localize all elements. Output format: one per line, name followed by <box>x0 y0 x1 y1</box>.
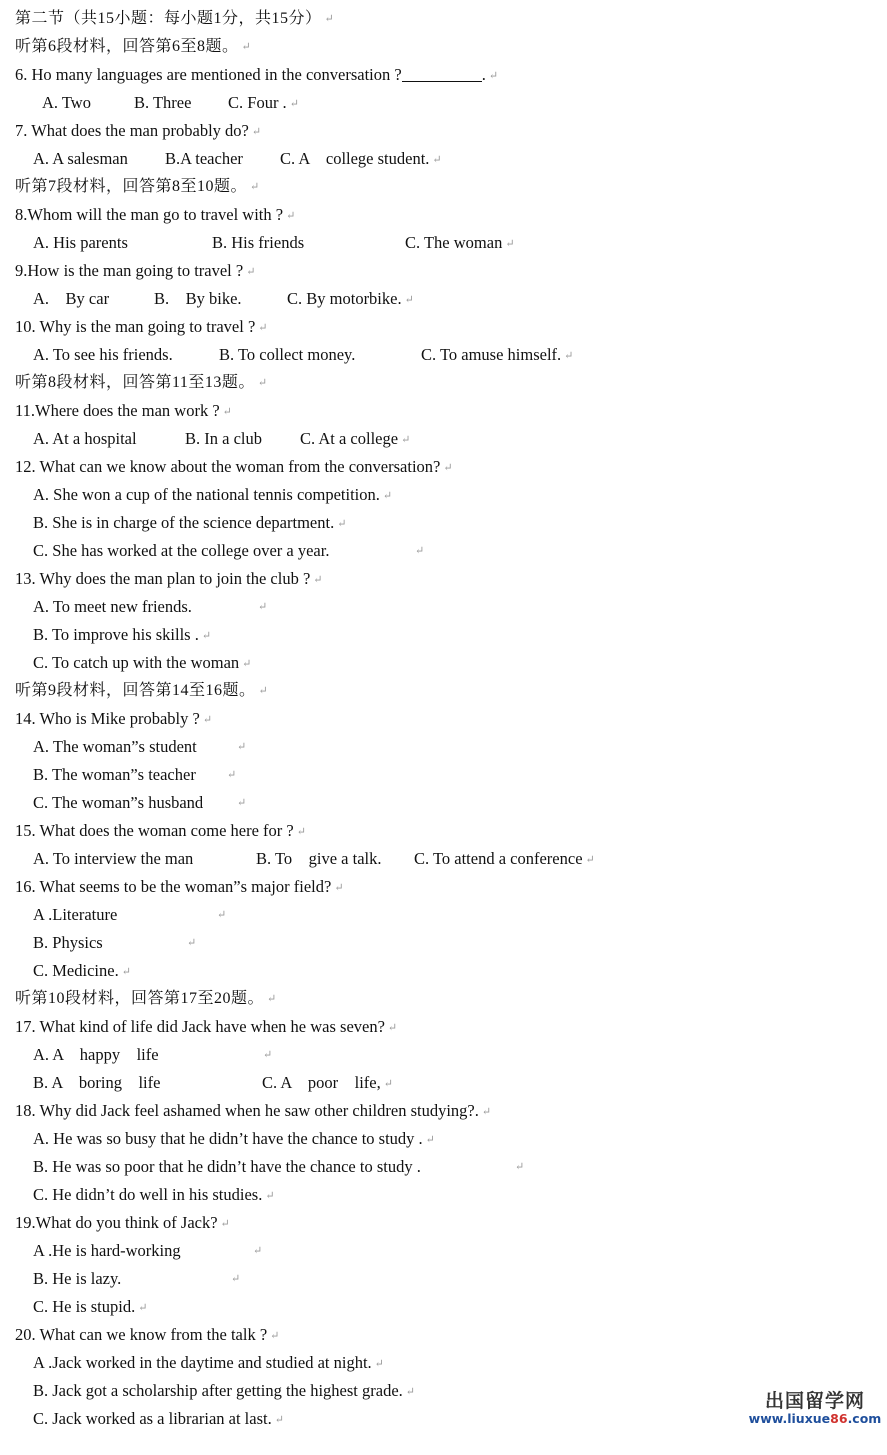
option-18c: C. He didn’t do well in his studies. ↵ <box>33 1185 275 1204</box>
question-text: What can we know from the talk ? <box>39 1325 268 1344</box>
option-a: A. At a hospital <box>33 429 137 448</box>
option-20c: C. Jack worked as a librarian at last. ↵ <box>33 1409 284 1428</box>
option-19a: A .He is hard-working ↵ <box>0 1239 8 1263</box>
paragraph-mark-icon: ↵ <box>263 1049 273 1061</box>
instruction-text: 听第8段材料，回答第11至13题。 <box>15 374 255 391</box>
paragraph-mark-icon: ↵ <box>564 350 574 362</box>
paragraph-mark-icon: ↵ <box>220 1218 230 1230</box>
paragraph-mark-icon: ↵ <box>242 658 252 670</box>
option-a: A. Two <box>42 93 91 112</box>
paragraph-mark-icon: ↵ <box>286 210 296 222</box>
question-text: Whom will the man go to travel with ? <box>27 205 284 224</box>
paragraph-mark-icon: ↵ <box>231 1273 241 1285</box>
watermark-logo <box>745 1390 885 1426</box>
paragraph-mark-icon: ↵ <box>334 882 344 894</box>
paragraph-mark-icon: ↵ <box>382 490 393 502</box>
group-instruction <box>0 371 268 395</box>
paragraph-mark-icon: ↵ <box>265 1190 275 1202</box>
option-b: B. To collect money. <box>219 345 356 364</box>
question-text: What does the woman come here for ? <box>39 821 294 840</box>
question-16: 16. What seems to be the woman”s major field? ↵ <box>15 877 344 896</box>
option-13b: B. To improve his skills . ↵ <box>33 625 212 644</box>
paragraph-mark-icon: ↵ <box>227 769 237 781</box>
paragraph-mark-icon: ↵ <box>246 266 256 278</box>
paragraph-mark-icon: ↵ <box>488 70 499 82</box>
options-11 <box>0 427 411 451</box>
option-16c: C. Medicine. ↵ <box>33 961 131 980</box>
option-20b: B. Jack got a scholarship after getting the highest grade. ↵ <box>33 1381 415 1400</box>
option-12a: A. She won a cup of the national tennis competition. ↵ <box>33 485 393 504</box>
question-7: 7. What does the man probably do? ↵ <box>15 121 262 140</box>
question-text: What can we know about the woman from the conversation? <box>39 457 441 476</box>
paragraph-mark-icon: ↵ <box>296 826 306 838</box>
question-text: What do you think of Jack? <box>35 1213 218 1232</box>
paragraph-mark-icon: ↵ <box>121 966 131 978</box>
option-a: A. By car <box>33 289 110 308</box>
section-header-text: 第二节（共15小题：每小题1分，共15分） <box>15 10 322 27</box>
instruction-text: 听第6段材料，回答第6至8题。 <box>15 38 239 55</box>
question-text: Ho many languages are mentioned in the conversation ? <box>31 65 402 84</box>
option-a: A. To see his friends. <box>33 345 173 364</box>
watermark-title: 出国留学网 <box>764 1390 865 1412</box>
options-7 <box>0 147 442 171</box>
options-8 <box>0 231 515 255</box>
paragraph-mark-icon: ↵ <box>251 126 262 138</box>
paragraph-mark-icon: ↵ <box>222 406 232 418</box>
option-19c: C. He is stupid. ↵ <box>33 1297 148 1316</box>
paragraph-mark-icon: ↵ <box>257 377 268 389</box>
option-b: B. In a club <box>185 429 262 448</box>
paragraph-mark-icon: ↵ <box>217 909 227 921</box>
paragraph-mark-icon: ↵ <box>387 1022 398 1034</box>
paragraph-mark-icon: ↵ <box>505 238 515 250</box>
paragraph-mark-icon: ↵ <box>481 1106 492 1118</box>
option-20a: A .Jack worked in the daytime and studied at night. ↵ <box>33 1353 384 1372</box>
paragraph-mark-icon: ↵ <box>432 154 442 166</box>
option-c: C. Four . ↵ <box>228 93 299 112</box>
question-18: 18. Why did Jack feel ashamed when he saw other children studying?. ↵ <box>15 1101 492 1120</box>
option-a: A. His parents <box>33 233 128 252</box>
paragraph-mark-icon: ↵ <box>425 1134 435 1146</box>
question-text: Where does the man work ? <box>35 401 220 420</box>
paragraph-mark-icon: ↵ <box>237 741 247 753</box>
question-text: Why does the man plan to join the club ? <box>39 569 311 588</box>
option-17a: A. A happy life ↵ <box>0 1043 8 1067</box>
option-19b: B. He is lazy. ↵ <box>0 1267 8 1291</box>
options-10 <box>0 343 574 367</box>
option-b: B. Three <box>134 93 192 112</box>
paragraph-mark-icon: ↵ <box>267 993 277 1005</box>
option-a: A. To interview the man <box>33 849 194 868</box>
paragraph-mark-icon: ↵ <box>274 1414 284 1426</box>
question-number: 6. <box>15 65 28 84</box>
paragraph-mark-icon: ↵ <box>405 1386 415 1398</box>
question-15: 15. What does the woman come here for ? ↵ <box>15 821 306 840</box>
paragraph-mark-icon: ↵ <box>289 98 299 110</box>
options-17bc <box>0 1071 393 1095</box>
question-9: 9.How is the man going to travel ? ↵ <box>15 261 256 280</box>
question-12: 12. What can we know about the woman from the conversation? ↵ <box>15 457 453 476</box>
option-c: C. To amuse himself. ↵ <box>421 345 574 364</box>
instruction-text: 听第9段材料，回答第14至16题。 <box>15 682 256 699</box>
question-text: Why did Jack feel ashamed when he saw other children studying?. <box>39 1101 479 1120</box>
paragraph-mark-icon: ↵ <box>401 434 411 446</box>
paragraph-mark-icon: ↵ <box>202 714 213 726</box>
paragraph-mark-icon: ↵ <box>258 601 268 613</box>
paragraph-mark-icon: ↵ <box>237 797 247 809</box>
option-c: C. A poor life, ↵ <box>262 1073 393 1092</box>
option-c: C. To attend a conference ↵ <box>414 849 595 868</box>
instruction-text: 听第10段材料，回答第17至20题。 <box>15 990 265 1007</box>
option-16b: B. Physics ↵ <box>0 931 8 955</box>
paragraph-mark-icon: ↵ <box>337 518 347 530</box>
paragraph-mark-icon: ↵ <box>241 41 252 53</box>
paragraph-mark-icon: ↵ <box>258 685 269 697</box>
question-20: 20. What can we know from the talk ? ↵ <box>15 1325 280 1344</box>
paragraph-mark-icon: ↵ <box>253 1245 263 1257</box>
option-14c: C. The woman”s husband ↵ <box>0 791 8 815</box>
paragraph-mark-icon: ↵ <box>515 1161 525 1173</box>
option-b: B. To give a talk. <box>256 849 382 868</box>
paragraph-mark-icon: ↵ <box>138 1302 148 1314</box>
instruction-text: 听第7段材料，回答第8至10题。 <box>15 178 248 195</box>
question-6: 6. Ho many languages are mentioned in the conversation ? . ↵ <box>15 65 499 84</box>
option-b: B. A boring life <box>33 1073 161 1092</box>
group-instruction <box>0 987 277 1011</box>
paragraph-mark-icon: ↵ <box>324 13 335 25</box>
group-instruction <box>0 679 269 703</box>
group-instruction <box>0 35 252 59</box>
options-9 <box>0 287 414 311</box>
option-b: B.A teacher <box>165 149 243 168</box>
option-13c: C. To catch up with the woman ↵ <box>33 653 252 672</box>
paragraph-mark-icon: ↵ <box>443 462 453 474</box>
question-text: Why is the man going to travel ? <box>39 317 256 336</box>
paragraph-mark-icon: ↵ <box>313 574 323 586</box>
paragraph-mark-icon: ↵ <box>187 937 197 949</box>
question-8: 8.Whom will the man go to travel with ? ↵ <box>15 205 296 224</box>
option-12b: B. She is in charge of the science department. ↵ <box>33 513 347 532</box>
question-17: 17. What kind of life did Jack have when he was seven? ↵ <box>15 1017 398 1036</box>
option-16a: A .Literature ↵ <box>0 903 8 927</box>
options-15 <box>0 847 595 871</box>
paragraph-mark-icon: ↵ <box>270 1330 280 1342</box>
watermark-url: www.liuxue86.com <box>748 1411 882 1426</box>
question-19: 19.What do you think of Jack? ↵ <box>15 1213 230 1232</box>
question-14: 14. Who is Mike probably ? ↵ <box>15 709 213 728</box>
paragraph-mark-icon: ↵ <box>374 1358 384 1370</box>
option-b: B. By bike. <box>154 289 242 308</box>
question-10: 10. Why is the man going to travel ? ↵ <box>15 317 268 336</box>
option-c: C. A college student. ↵ <box>280 149 442 168</box>
group-instruction <box>0 175 260 199</box>
question-text: What seems to be the woman”s major field? <box>39 877 332 896</box>
question-13: 13. Why does the man plan to join the club ? ↵ <box>15 569 323 588</box>
option-c: C. The woman ↵ <box>405 233 515 252</box>
option-12c: C. She has worked at the college over a year. ↵ <box>0 539 8 563</box>
options-6 <box>0 91 299 115</box>
option-c: C. At a college ↵ <box>300 429 411 448</box>
option-18b: B. He was so poor that he didn’t have the chance to study . ↵ <box>0 1155 8 1179</box>
option-14b: B. The woman”s teacher ↵ <box>0 763 8 787</box>
answer-blank[interactable] <box>402 66 482 82</box>
section-header <box>0 7 335 31</box>
question-text: What does the man probably do? <box>31 121 249 140</box>
option-b: B. His friends <box>212 233 305 252</box>
question-text: How is the man going to travel ? <box>27 261 244 280</box>
option-18a: A. He was so busy that he didn’t have the chance to study . ↵ <box>33 1129 435 1148</box>
paragraph-mark-icon: ↵ <box>258 322 268 334</box>
question-text: Who is Mike probably ? <box>39 709 200 728</box>
question-text: What kind of life did Jack have when he was seven? <box>39 1017 385 1036</box>
option-a: A. A salesman <box>33 149 128 168</box>
paragraph-mark-icon: ↵ <box>383 1078 393 1090</box>
paragraph-mark-icon: ↵ <box>250 181 260 193</box>
paragraph-mark-icon: ↵ <box>201 630 212 642</box>
option-14a: A. The woman”s student ↵ <box>0 735 8 759</box>
question-11: 11.Where does the man work ? ↵ <box>15 401 232 420</box>
option-c: C. By motorbike. ↵ <box>287 289 414 308</box>
paragraph-mark-icon: ↵ <box>415 545 425 557</box>
option-13a: A. To meet new friends. ↵ <box>0 595 8 619</box>
paragraph-mark-icon: ↵ <box>404 294 414 306</box>
paragraph-mark-icon: ↵ <box>585 854 595 866</box>
